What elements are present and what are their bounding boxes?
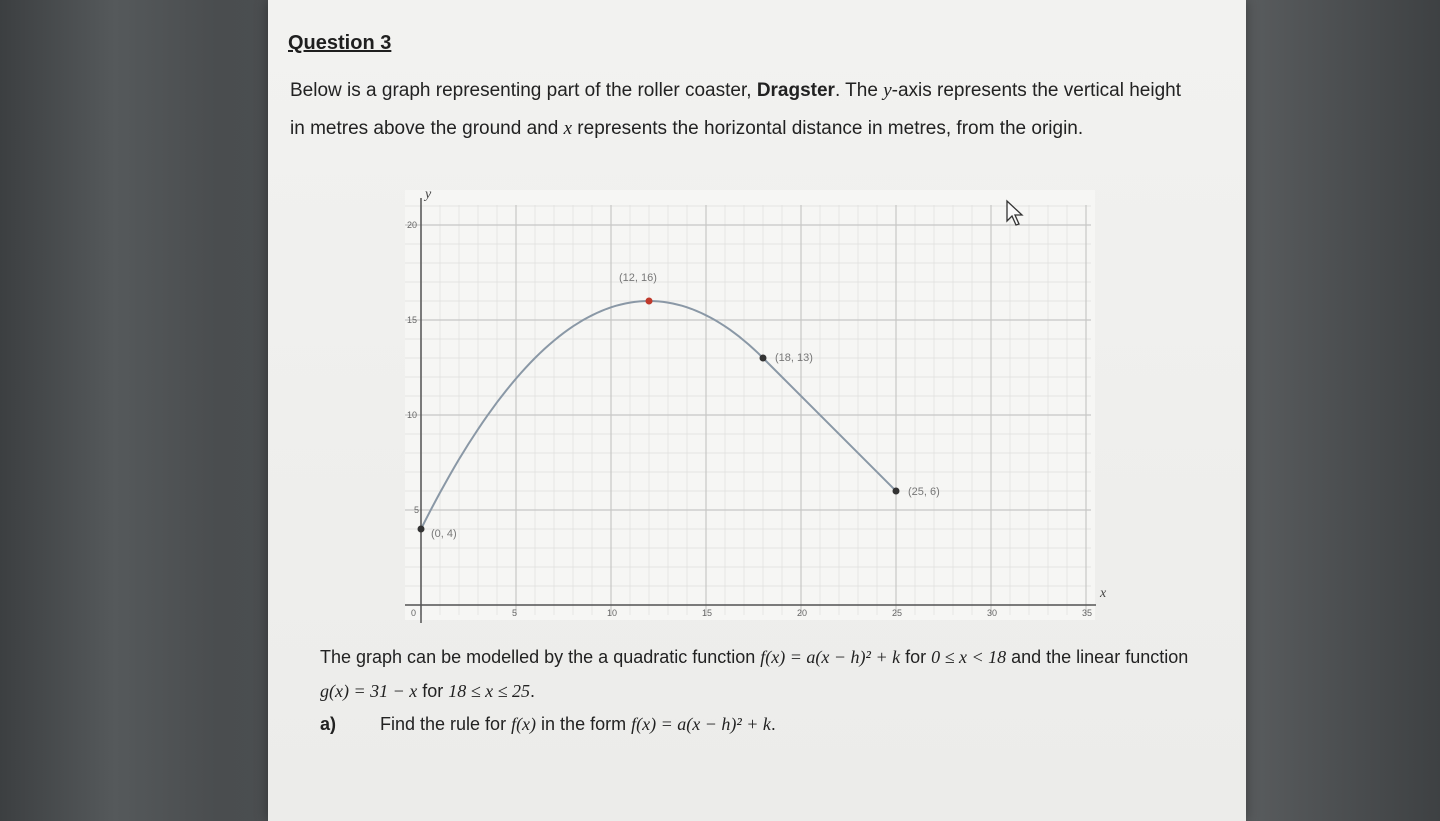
x-tick-label: 5 [512, 608, 518, 618]
part-a-form: f(x) = a(x − h)² + k [631, 714, 771, 734]
question-title: Question 3 [288, 32, 392, 54]
part-a-text-3: . [770, 714, 776, 734]
y-tick-label: 15 [407, 315, 418, 325]
model-text-3: and the linear function [1006, 647, 1189, 667]
model-text-4: for [417, 681, 449, 701]
question-paragraph [290, 72, 1190, 148]
y-tick-label: 5 [414, 505, 420, 515]
data-point [418, 526, 425, 533]
x-tick-label: 25 [892, 608, 903, 618]
mouse-pointer-icon [1003, 199, 1029, 229]
data-point [893, 488, 900, 495]
g-expression: g(x) = 31 − x [320, 681, 418, 701]
model-text-2: for [900, 647, 932, 667]
part-a-label: a) [320, 714, 337, 734]
model-description [320, 640, 1200, 708]
roller-coaster-graph [375, 180, 1105, 630]
y-tick-label: 10 [407, 410, 418, 420]
y-axis-label: y [425, 187, 432, 202]
para-text-3: -axis represents the vertical height in metres above the ground and [290, 80, 1182, 139]
x-tick-label: 20 [797, 608, 808, 618]
data-point [646, 298, 653, 305]
point-label: (25, 6) [908, 486, 940, 498]
data-point [760, 355, 767, 362]
para-text-4: represents the horizontal distance in metres, from the origin. [572, 118, 1084, 139]
x-tick-label: 10 [607, 608, 618, 618]
y-variable: y [883, 80, 892, 101]
ride-name: Dragster [756, 80, 835, 101]
point-label: (18, 13) [775, 352, 813, 364]
point-label: (0, 4) [431, 528, 457, 540]
x-tick-label: 35 [1082, 608, 1093, 618]
y-tick-label: 20 [407, 220, 418, 230]
f-domain: 0 ≤ x < 18 [931, 647, 1007, 667]
model-text-5: . [530, 681, 536, 701]
para-text-2: . The [834, 80, 884, 101]
model-text-1: The graph can be modelled by the a quadratic function [320, 647, 761, 667]
x-tick-label: 0 [411, 608, 417, 618]
part-a-text-1: Find the rule for [380, 714, 512, 734]
x-axis-label: x [1100, 586, 1107, 601]
x-tick-label: 15 [702, 608, 713, 618]
g-domain: 18 ≤ x ≤ 25 [448, 681, 531, 701]
point-label: (12, 16) [619, 272, 657, 284]
part-a-fx: f(x) [511, 714, 537, 734]
part-a-text-2: in the form [536, 714, 632, 734]
x-tick-label: 30 [987, 608, 998, 618]
para-text-1: Below is a graph representing part of the roller coaster, [290, 80, 757, 101]
x-variable: x [563, 118, 573, 139]
part-a [320, 714, 776, 735]
f-expression: f(x) = a(x − h)² + k [760, 647, 901, 667]
